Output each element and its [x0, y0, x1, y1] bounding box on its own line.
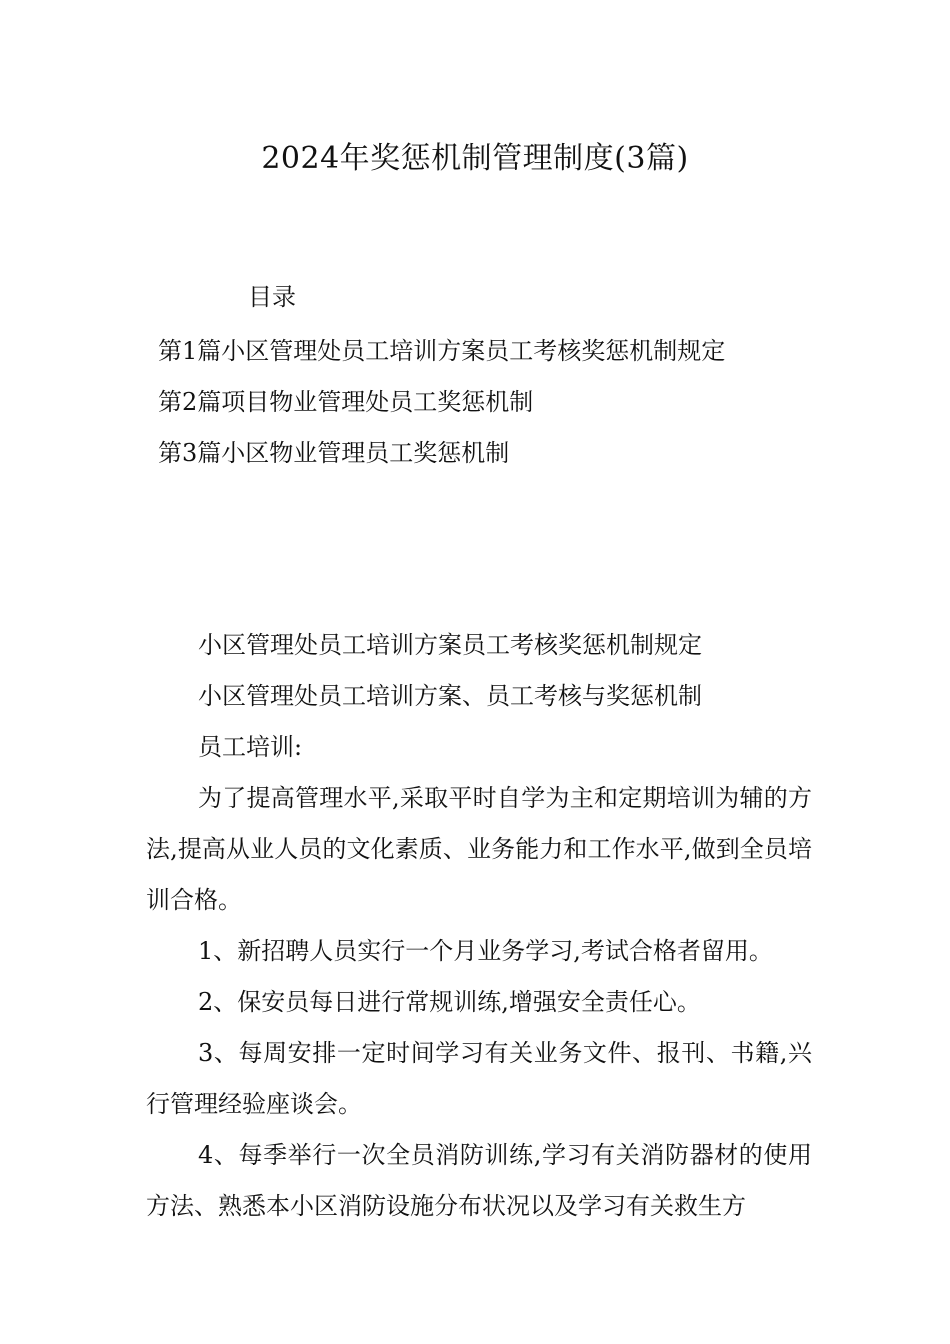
article-subheading: 小区管理处员工培训方案、员工考核与奖惩机制: [198, 682, 702, 710]
document-title: 2024年奖惩机制管理制度(3篇): [261, 141, 689, 176]
toc-item-2[interactable]: 第2篇项目物业管理处员工奖惩机制: [158, 388, 534, 416]
section-label: 员工培训:: [198, 733, 303, 761]
toc-item-3[interactable]: 第3篇小区物业管理员工奖惩机制: [158, 439, 510, 467]
intro-paragraph: 为了提高管理水平,采取平时自学为主和定期培训为辅的方法,提高从业人员的文化素质、业务能力和工作水平,做到全员培训合格。: [146, 784, 812, 914]
toc-item-1[interactable]: 第1篇小区管理处员工培训方案员工考核奖惩机制规定: [158, 337, 726, 365]
list-item-1: 1、新招聘人员实行一个月业务学习,考试合格者留用。: [198, 937, 773, 965]
list-item-2: 2、保安员每日进行常规训练,增强安全责任心。: [198, 988, 701, 1016]
list-item-3: 3、每周安排一定时间学习有关业务文件、报刊、书籍,兴行管理经验座谈会。: [146, 1039, 812, 1118]
table-of-contents: [158, 326, 725, 479]
article-heading: 小区管理处员工培训方案员工考核奖惩机制规定: [198, 631, 702, 659]
document-body: [146, 620, 812, 1232]
list-item-4: 4、每季举行一次全员消防训练,学习有关消防器材的使用方法、熟悉本小区消防设施分布状况以及学习有关救生方: [146, 1141, 812, 1220]
toc-heading: 目录: [248, 283, 296, 311]
